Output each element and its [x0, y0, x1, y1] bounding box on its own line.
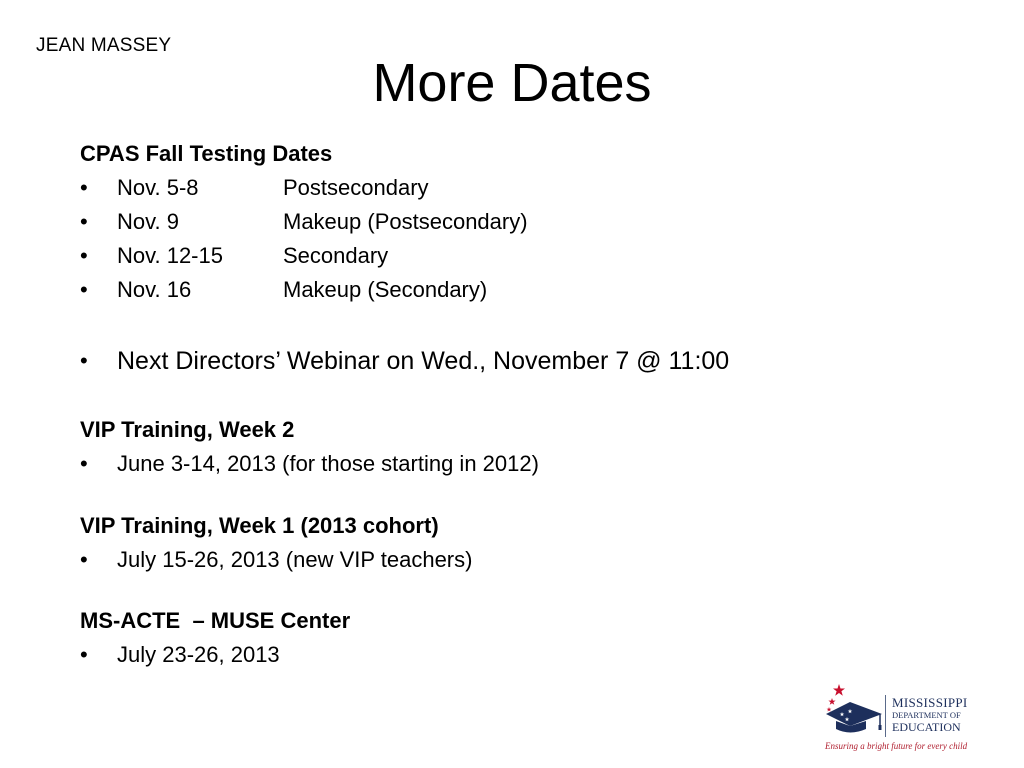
bullet: • — [80, 277, 88, 302]
cpas-description: Postsecondary — [283, 175, 429, 200]
cpas-heading: CPAS Fall Testing Dates — [80, 141, 333, 166]
cpas-date: Nov. 9 — [117, 209, 179, 234]
logo-divider — [885, 695, 886, 737]
vip-week2-section — [80, 413, 539, 481]
msacte-heading: MS-ACTE – MUSE Center — [80, 608, 351, 633]
webinar-text: Next Directors’ Webinar on Wed., November 7 @ 11:00 — [117, 347, 730, 375]
list-item — [80, 205, 528, 239]
logo-tagline: Ensuring a bright future for every child — [825, 741, 968, 751]
list-item — [80, 171, 429, 205]
msacte-item: July 23-26, 2013 — [117, 642, 280, 667]
cpas-date: Nov. 12-15 — [117, 243, 223, 268]
list-item — [80, 447, 539, 481]
bullet: • — [80, 348, 88, 373]
list-item — [80, 273, 488, 307]
cpas-date: Nov. 16 — [117, 277, 192, 302]
bullet: • — [80, 547, 88, 572]
vip-week1-section — [80, 509, 473, 577]
author-name: JEAN MASSEY — [36, 35, 172, 56]
vip-week2-heading: VIP Training, Week 2 — [80, 417, 295, 442]
cpas-date: Nov. 5-8 — [117, 175, 199, 200]
logo-wordmark — [892, 696, 968, 733]
msacte-section — [80, 604, 350, 672]
logo-line-1: MISSISSIPPI — [892, 695, 968, 710]
list-item — [80, 543, 473, 577]
bullet: • — [80, 642, 88, 667]
vip-week1-item: July 15-26, 2013 (new VIP teachers) — [117, 547, 473, 572]
bullet: • — [80, 209, 88, 234]
bullet: • — [80, 175, 88, 200]
cpas-description: Makeup (Secondary) — [283, 277, 488, 302]
cpas-description: Secondary — [283, 243, 389, 268]
logo-line-3: EDUCATION — [892, 720, 961, 734]
bullet: • — [80, 451, 88, 476]
cpas-description: Makeup (Postsecondary) — [283, 209, 528, 234]
cpas-section — [80, 137, 528, 307]
vip-week1-heading: VIP Training, Week 1 (2013 cohort) — [80, 513, 439, 538]
vip-week2-item: June 3-14, 2013 (for those starting in 2012) — [117, 451, 539, 476]
logo-line-2: DEPARTMENT OF — [892, 710, 961, 720]
list-item — [80, 638, 350, 672]
mde-logo — [820, 680, 990, 756]
slide-title: More Dates — [372, 53, 652, 113]
list-item — [80, 239, 389, 273]
bullet: • — [80, 243, 88, 268]
graduation-cap-icon — [820, 680, 886, 740]
